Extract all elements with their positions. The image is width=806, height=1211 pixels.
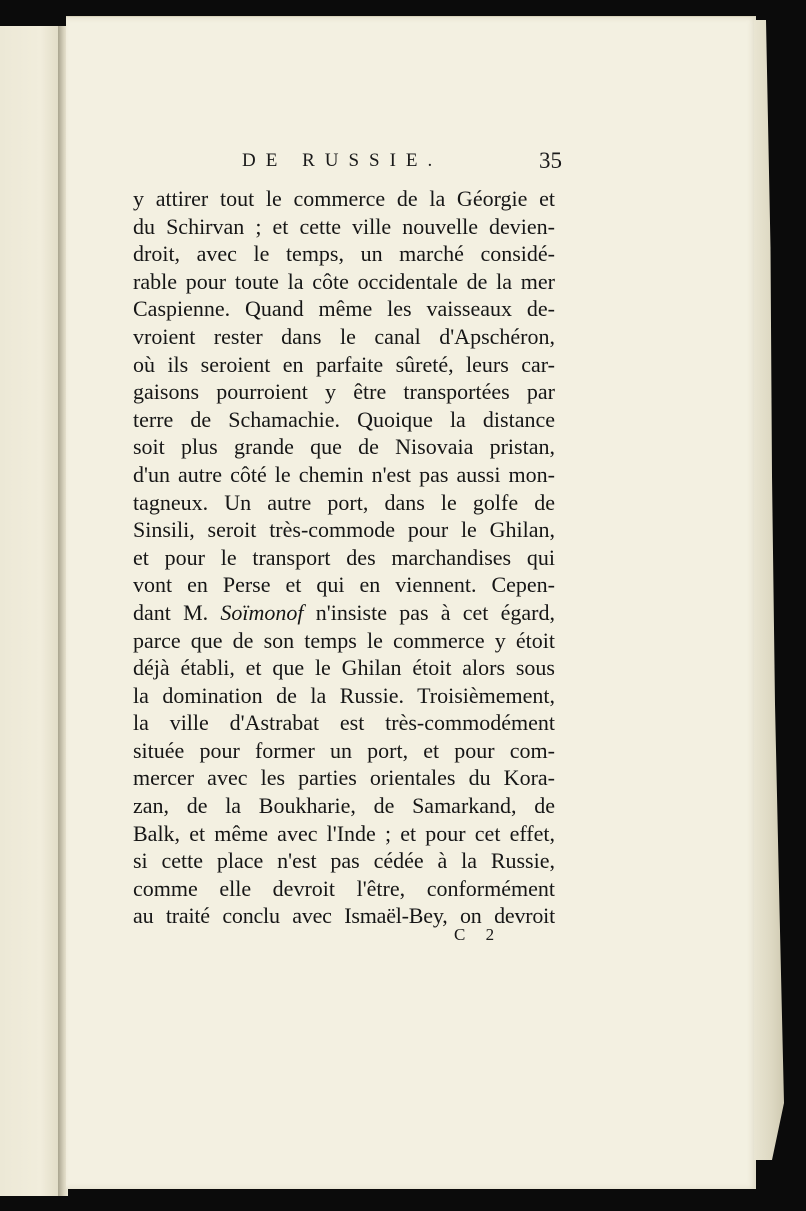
text-line: soit plus grande que de Nisovaia pristan, <box>133 434 555 460</box>
text-line: où ils seroient en parfaite sûreté, leurs car- <box>133 351 555 377</box>
text-line-with-italic-name <box>133 599 555 627</box>
signature-mark: C 2 <box>454 925 503 944</box>
running-head <box>242 150 562 176</box>
italic-name: Soïmonof <box>220 599 304 625</box>
text-line: droit, avec le temps, un marché considé- <box>133 241 555 267</box>
body-text <box>133 185 555 930</box>
text-line: terre de Schamachie. Quoique la distance <box>133 406 555 432</box>
text-line: y attirer tout le commerce de la Géorgie et <box>133 186 555 211</box>
text-line: d'un autre côté le chemin n'est pas aussi mon- <box>133 461 555 487</box>
text-line: tagneux. Un autre port, dans le golfe de <box>133 489 555 515</box>
text-line: vont en Perse et qui en viennent. Cepen- <box>133 572 555 598</box>
text-line: du Schirvan ; et cette ville nouvelle devien- <box>133 213 555 239</box>
text-line: déjà établi, et que le Ghilan étoit alors sous <box>133 655 555 681</box>
text-line: au traité conclu avec Ismaël-Bey, on devroit <box>133 903 555 929</box>
text-line: gaisons pourroient y être transportées par <box>133 379 555 405</box>
line-text-before: dant M. <box>133 599 221 625</box>
text-line: mercer avec les parties orientales du Kora- <box>133 765 555 791</box>
text-line: zan, de la Boukharie, de Samarkand, de <box>133 793 555 819</box>
text-line: et pour le transport des marchandises qui <box>133 544 555 570</box>
running-title: DE RUSSIE. <box>242 150 443 171</box>
page-number: 35 <box>539 148 562 173</box>
text-line: si cette place n'est pas cédée à la Russie, <box>133 848 555 874</box>
text-line: comme elle devroit l'être, conformément <box>133 875 555 901</box>
page-fore-edge <box>754 20 784 1160</box>
text-line: vroient rester dans le canal d'Apschéron, <box>133 323 555 349</box>
text-line: la ville d'Astrabat est très-commodément <box>133 710 555 736</box>
text-line: rable pour toute la côte occidentale de la mer <box>133 268 555 294</box>
text-line: Caspienne. Quand même les vaisseaux de- <box>133 296 555 322</box>
line-text-after: n'insiste pas à cet égard, <box>303 599 555 625</box>
text-line: la domination de la Russie. Troisièmement, <box>133 682 555 708</box>
facing-page-edge <box>0 26 59 1196</box>
text-line: Balk, et même avec l'Inde ; et pour cet effet, <box>133 820 555 846</box>
text-line: parce que de son temps le commerce y étoit <box>133 627 555 653</box>
text-line: Sinsili, seroit très-commode pour le Ghilan, <box>133 517 555 543</box>
text-line: située pour former un port, et pour com- <box>133 737 555 763</box>
